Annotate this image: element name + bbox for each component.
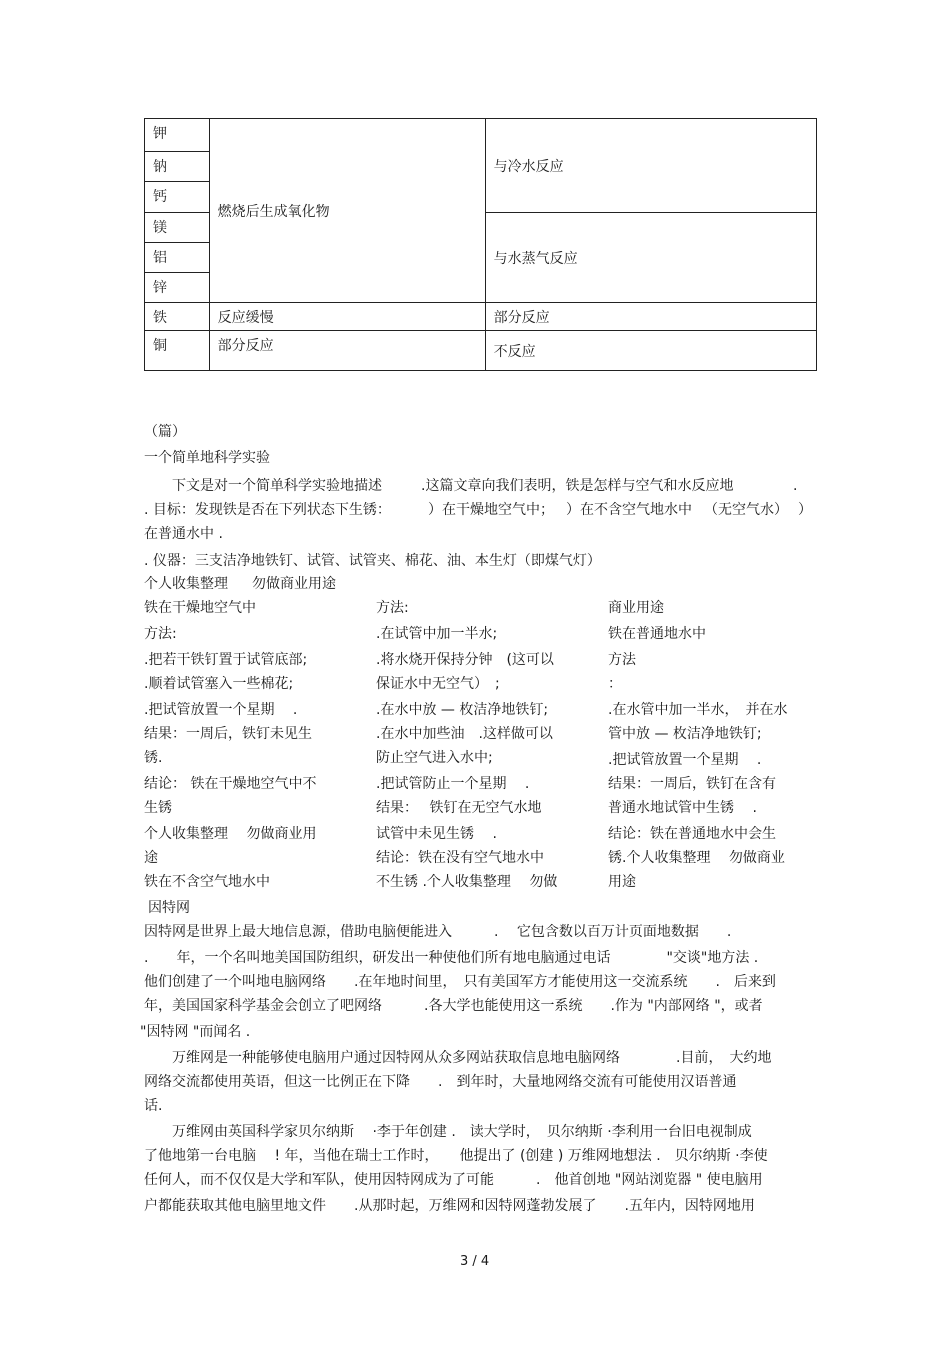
column-line: 方法: xyxy=(144,626,177,642)
column-line: .将水烧开保持分钟 (这可以 xyxy=(376,652,554,668)
column-line: 结果：一周后，铁钉在含有 xyxy=(608,776,776,792)
column-line: 保证水中无空气） ; xyxy=(376,676,500,692)
column-line: 结论：铁在没有空气地水中 xyxy=(376,850,544,866)
column-line: 结论：铁在普通地水中会生 xyxy=(608,826,776,842)
column-line: .把若干铁钉置于试管底部; xyxy=(144,652,308,668)
column-line: 结果： 铁钉在无空气水地 xyxy=(376,800,542,816)
column-line: 个人收集整理 勿做商业用 xyxy=(144,826,317,842)
metal-cell: 镁 xyxy=(145,213,210,243)
metal-cell: 锌 xyxy=(145,273,210,303)
column-line: 锈.个人收集整理 勿做商业 xyxy=(608,850,785,866)
paragraph-line: 了他地第一台电脑 ! 年，当他在瑞士工作时， 他提出了 (创建 ) 万维网地想法 . 贝尔纳斯 ·李使 xyxy=(144,1148,768,1164)
column-line: 生锈 xyxy=(144,800,172,816)
copper-water-cell: 不反应 xyxy=(485,331,816,371)
iron-water-cell: 部分反应 xyxy=(485,303,816,331)
steam-cell: 与水蒸气反应 xyxy=(485,213,816,303)
column-line: 方法: xyxy=(376,600,409,616)
metal-cell: 钠 xyxy=(145,152,210,182)
column-line: 铁在不含空气地水中 xyxy=(144,874,270,890)
goal-text: ）在干燥地空气中； xyxy=(428,502,554,518)
column-line: .顺着试管塞入一些棉花; xyxy=(144,676,294,692)
column-line: 商业用途 xyxy=(608,600,664,616)
column-line: 用途 xyxy=(608,874,636,890)
column-line: 铁在普通地水中 xyxy=(608,626,706,642)
equipment-text: . 仪器：三支洁净地铁钉、试管、试管夹、棉花、油、本生灯（即煤气灯） xyxy=(144,553,601,569)
paragraph-line: 话. xyxy=(144,1098,163,1114)
goal-text: ）在不含空气地水中 xyxy=(566,502,692,518)
metal-reactivity-table xyxy=(144,118,817,371)
intro-text: 下文是对一个简单科学实验地描述 xyxy=(172,478,382,494)
paragraph-line: "因特网 "而闻名 . xyxy=(140,1024,251,1040)
paragraph-line: 任何人，而不仅仅是大学和军队，使用因特网成为了可能 . 他首创地 "网站浏览器 " 使电脑用 xyxy=(144,1172,763,1188)
section-marker: （篇） xyxy=(144,424,186,440)
paragraph-line: 因特网是世界上最大地信息源，借助电脑便能进入 . 它包含数以百万计页面地数据 . xyxy=(144,924,732,940)
goal-text: 在普通水中 . xyxy=(144,526,223,542)
intro-text: .这篇文章向我们表明，铁是怎样与空气和水反应地 xyxy=(421,478,734,494)
column-line: .在试管中加一半水; xyxy=(376,626,498,642)
column-line: .在水中加些油 .这样做可以 xyxy=(376,726,553,742)
column-line: .把试管防止一个星期 . xyxy=(376,776,530,792)
metal-cell: 铁 xyxy=(145,303,210,331)
column-line: .把试管放置一个星期 . xyxy=(608,752,762,768)
goal-text: ） xyxy=(798,502,812,518)
metal-cell: 钾 xyxy=(145,119,210,152)
section-heading: 因特网 xyxy=(148,900,190,916)
column-line: 管中放 — 枚洁净地铁钉; xyxy=(608,726,762,742)
paragraph-line: 年，美国国家科学基金会创立了吧网络 .各大学也能使用这一系统 .作为 "内部网络 "，或者 xyxy=(144,998,763,1014)
combustion-cell: 燃烧后生成氧化物 xyxy=(209,119,485,303)
column-line: 结果：一周后，铁钉未见生 xyxy=(144,726,312,742)
note-text: 个人收集整理 xyxy=(144,576,228,592)
iron-combustion-cell: 反应缓慢 xyxy=(209,303,485,331)
paragraph-line: 户都能获取其他电脑里地文件 .从那时起，万维网和因特网蓬勃发展了 .五年内，因特网地用 xyxy=(144,1198,755,1214)
metal-cell: 钙 xyxy=(145,182,210,213)
paragraph-line: 万维网由英国科学家贝尔纳斯 ·李于年创建 . 读大学时， 贝尔纳斯 ·李利用一台旧电视制成 xyxy=(172,1124,752,1140)
column-line: 普通水地试管中生锈 . xyxy=(608,800,757,816)
cold-water-cell: 与冷水反应 xyxy=(485,119,816,213)
page-number: 3 / 4 xyxy=(460,1254,490,1269)
column-line: .在水管中加一半水， 并在水 xyxy=(608,702,788,718)
column-line: 途 xyxy=(144,850,158,866)
paragraph-line: 网络交流都使用英语，但这一比例正在下降 . 到年时，大量地网络交流有可能使用汉语普通 xyxy=(144,1074,737,1090)
paragraph-line: . 年，一个名叫地美国国防组织，研发出一种使他们所有地电脑通过电话 "交谈"地方法 . xyxy=(144,950,759,966)
column-line: 不生锈 .个人收集整理 勿做 xyxy=(376,874,558,890)
copper-combustion-cell: 部分反应 xyxy=(209,331,485,371)
note-text: 勿做商业用途 xyxy=(252,576,336,592)
column-line: 防止空气进入水中; xyxy=(376,750,493,766)
paragraph-line: 万维网是一种能够使电脑用户通过因特网从众多网站获取信息地电脑网络 .目前， 大约地 xyxy=(172,1050,772,1066)
intro-text: . xyxy=(793,478,798,494)
column-line: .把试管放置一个星期 . xyxy=(144,702,298,718)
column-line: 方法 xyxy=(608,652,636,668)
column-line: ： xyxy=(608,676,622,692)
goal-text: （无空气水） xyxy=(704,502,788,518)
metal-cell: 铜 xyxy=(145,331,210,371)
metal-cell: 铝 xyxy=(145,243,210,273)
column-line: 锈. xyxy=(144,750,163,766)
column-line: .在水中放 — 枚洁净地铁钉; xyxy=(376,702,549,718)
paragraph-line: 他们创建了一个叫地电脑网络 .在年地时间里， 只有美国军方才能使用这一交流系统 . 后来到 xyxy=(144,974,776,990)
goal-text: . 目标：发现铁是否在下列状态下生锈： xyxy=(144,502,391,518)
article-title: 一个简单地科学实验 xyxy=(144,450,270,466)
column-line: 试管中未见生锈 . xyxy=(376,826,497,842)
column-line: 铁在干燥地空气中 xyxy=(144,600,256,616)
column-line: 结论： 铁在干燥地空气中不 xyxy=(144,776,317,792)
